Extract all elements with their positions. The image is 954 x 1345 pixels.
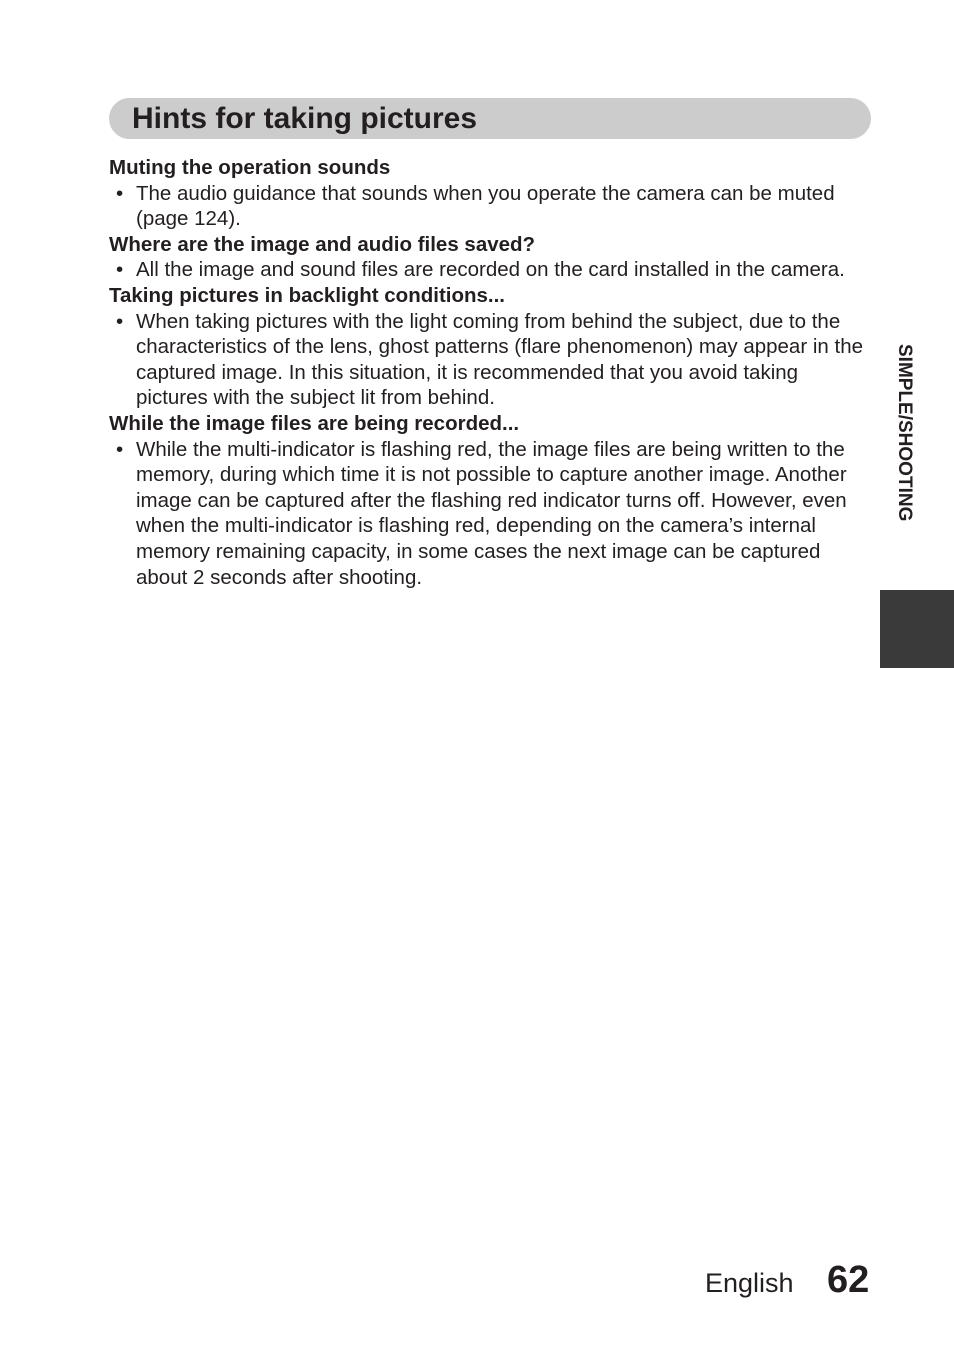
bullet-icon: • [116,309,124,333]
page-title: Hints for taking pictures [132,102,478,135]
section-heading-backlight: Taking pictures in backlight conditions... [109,283,505,307]
bullet-icon: • [116,437,124,461]
bullet-text: The audio guidance that sounds when you operate the camera can be muted (page 124). [136,181,835,231]
bullet-icon: • [116,181,124,205]
section-heading-muting: Muting the operation sounds [109,156,391,179]
footer-language: English [705,1268,794,1298]
bullet-item-backlight [109,309,871,411]
section-heading-recording: While the image files are being recorded... [109,411,520,435]
bullet-item-muting [109,181,871,232]
side-tab-label: SIMPLE/SHOOTING [894,344,915,522]
bullet-item-files-saved [109,257,871,283]
bullet-text: When taking pictures with the light coming from behind the subject, due to the characteristics of the lens, ghost patterns (flare phenomenon) may appear in the captured image. In this situation, it is recommended that you avoid taking pictures with the subject lit from behind. [136,309,864,410]
section-heading-files-saved: Where are the image and audio files saved? [109,232,536,256]
bullet-text: While the multi-indicator is flashing red, the image files are being written to the memory, during which time it is not possible to capture another image. Another image can be captured after the flashing red indicator turns off. However, even when the multi-indicator is flashing red, depending on the camera’s internal memory remaining capacity, in some cases the next image can be captured about 2 seconds after shooting. [136,437,847,589]
side-tab-marker [880,590,954,668]
bullet-item-recording [109,437,871,591]
bullet-text: All the image and sound files are recorded on the card installed in the camera. [136,258,845,282]
hints-content [109,155,871,590]
page-number: 62 [827,1259,870,1301]
bullet-icon: • [116,258,124,282]
section-title-bar [109,98,871,139]
